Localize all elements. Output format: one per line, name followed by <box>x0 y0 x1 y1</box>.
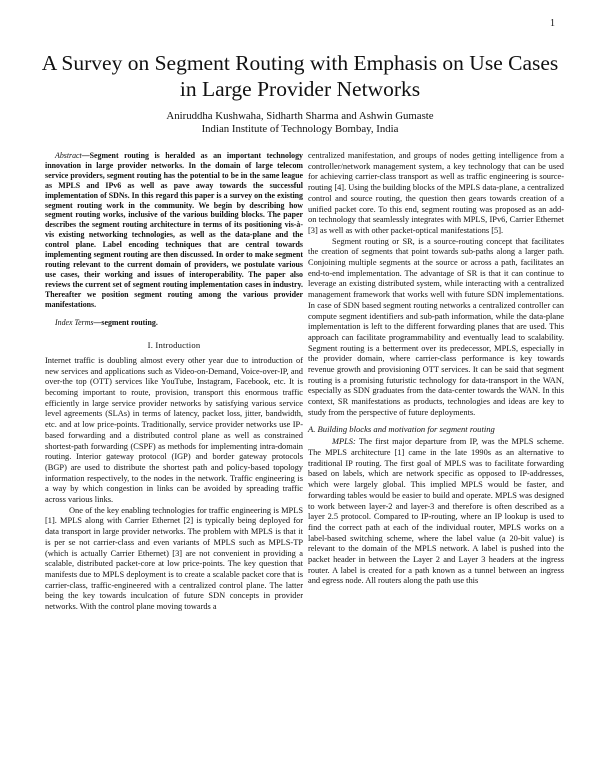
intro-paragraph-3: centralized manifestation, and groups of nodes getting intelligence from a controller/network management system, a key technology that can be used for achieving carrier-class transport as well as traffic engineering is source-routing [4]. Using the building blocks of the MPLS data-plane, a centralized control and source routing, the question then gears towards creation of a unified packet core. To this end, segment routing was proposed as an add-on technology that seamlessly integrates with MPLS, IPv6, Carrier Ethernet [3] as well as with other packet-optical manifestations [5]. <box>308 151 564 235</box>
index-terms-text: —segment routing. <box>93 317 158 327</box>
intro-paragraph-1: Internet traffic is doubling almost every other year due to introduction of new services and applications such as Video-on-Demand, Voice-over-IP, and over-the top (OTT) services like YouTube, Instagram, Facebook, etc. It is becoming important to route, provision, transport this enormous traffic efficiently in large service provider networks by satisfying various service level agreements (SLAs) in terms of latency, packet loss, jitter, bandwidth, etc. and at low price-points. Traditionally, service provider networks use IP-based forwarding and a distributed control plane as well as constrained shortest-path forwarding (CSPF) as methods for implementing intra-domain routing. Interior gateway protocol (IGP) and border gateway protocols (BGP) are used to distribute the shortest path and policy-based topology information respectively, to the nodes in the network. Traffic engineering is a way by which congestion in links can be avoided by spreading traffic across various links. <box>45 355 303 505</box>
paper-title: A Survey on Segment Routing with Emphasis on Use Cases in Large Provider Networks <box>41 51 559 101</box>
mpls-runin-label: MPLS: <box>332 437 356 447</box>
intro-paragraph-2: One of the key enabling technologies for traffic engineering is MPLS [1]. MPLS along with Carrier Ethernet [2] is typically being deployed for data transport in large provider networks. The problem with MPLS is that it is per se not carrier-class and even variants of MPLS such as MPLS-TP (which is actually Carrier Ethernet) [3] are not convenient in providing a scalable, distributed packet-core at low price-points. The key question that manifests due to MPLS deployment is to create a scalable packet core that is carrier-class, traffic-engineered with a centralized control plane. The latter being the key towards inculcation of future SDN concepts in provider networks. With the control plane moving towards a <box>45 505 303 612</box>
abstract <box>45 151 303 310</box>
affiliation: Indian Institute of Technology Bombay, India <box>201 123 399 135</box>
intro-paragraph-4: Segment routing or SR, is a source-routing concept that facilitates the creation of segments that point towards sub-paths along a larger path. Conjoining multiple segments at the source or across a path, facilitates an end-to-end implementation. The advantage of SR is that it can continue to leverage an existing distributed system, while interacting with a centralized management framework that works well with future SDN implementations. In case of SDN based segment routing networks a centralized controller can compute segment identifiers and sub-path information, while the data-plane implementation is left to the different forwarding planes that are used. This approach can facilitate programmability and eventually lead to scalability. Segment routing is a betterment over its predecessor, MPLS, especially in the provider domain, where carrier-class performance is key towards revenue growth and provisioning OTT services. It can be said that segment routing is a promising futuristic technology for data-transport in the WAN, especially as SDN graduates from the data-center towards the WAN. In this context, SR manifestations as products, technologies and ideas are key to study from the perspective of future deployments. <box>308 236 564 417</box>
mpls-paragraph <box>308 437 564 587</box>
left-column <box>45 151 303 613</box>
abstract-label: Abstract <box>55 151 82 160</box>
abstract-text: —Segment routing is heralded as an important technology innovation in large provider networks. In the domain of large telecom service providers, segment routing has the potential to be in the same league as MPLS and IPv6 as well as pave away towards the successful implementation of SDNs. In this regard this paper is a survey on the existing segment routing work in the community. We begin by describing how segment routing works, inclusive of the various building blocks. The paper describes the segment routing architecture in terms of its positioning vis-à-vis existing networking technologies, as well as the data-plane and the control plane. Label encoding techniques that are central towards implementing segment routing are then discussed. In order to make segment routing relevant to the current domain of providers, we postulate various use cases, their working and issues of interoperability. The paper also reviews the current set of segment routing implementation cases in industry. Thereafter we position segment routing among the various provider manifestations. <box>45 151 303 309</box>
author-block <box>40 110 560 136</box>
index-terms-label: Index Terms <box>55 317 94 327</box>
author-names: Aniruddha Kushwaha, Sidharth Sharma and Ashwin Gumaste <box>166 110 434 122</box>
mpls-paragraph-text: The first major departure from IP, was the MPLS scheme. The MPLS architecture [1] came in the late 1990s as an alternative to traditional IP routing. The first goal of MPLS was to facilitate forwarding based on labels, which are network specific as opposed to IP-addresses, which were largely global. This implied MPLS would be faster, and forwarding tables would be easier to build and operate. MPLS was designed to work between layer-2 and layer-3 and therefore is often described as a layer 2.5 protocol. Compared to IP-routing, where an IP lookup is used to find the correct path at each of the individual router, MPLS works on a label-based switching scheme, where the label value (a 20-bit value) is relevant to the domain of the MPLS network. A label is pushed into the packet header in between the Layer 2 and Layer 3 headers at the ingress router. A label is created for a path known as a tunnel between an ingress and egress node. All routers along the path use this <box>308 437 564 586</box>
right-column <box>308 151 564 587</box>
page-number: 1 <box>550 18 555 29</box>
index-terms <box>45 318 303 329</box>
subsection-heading-building-blocks: A. Building blocks and motivation for segment routing <box>308 423 495 434</box>
section-heading-introduction: I. Introduction <box>147 340 201 351</box>
